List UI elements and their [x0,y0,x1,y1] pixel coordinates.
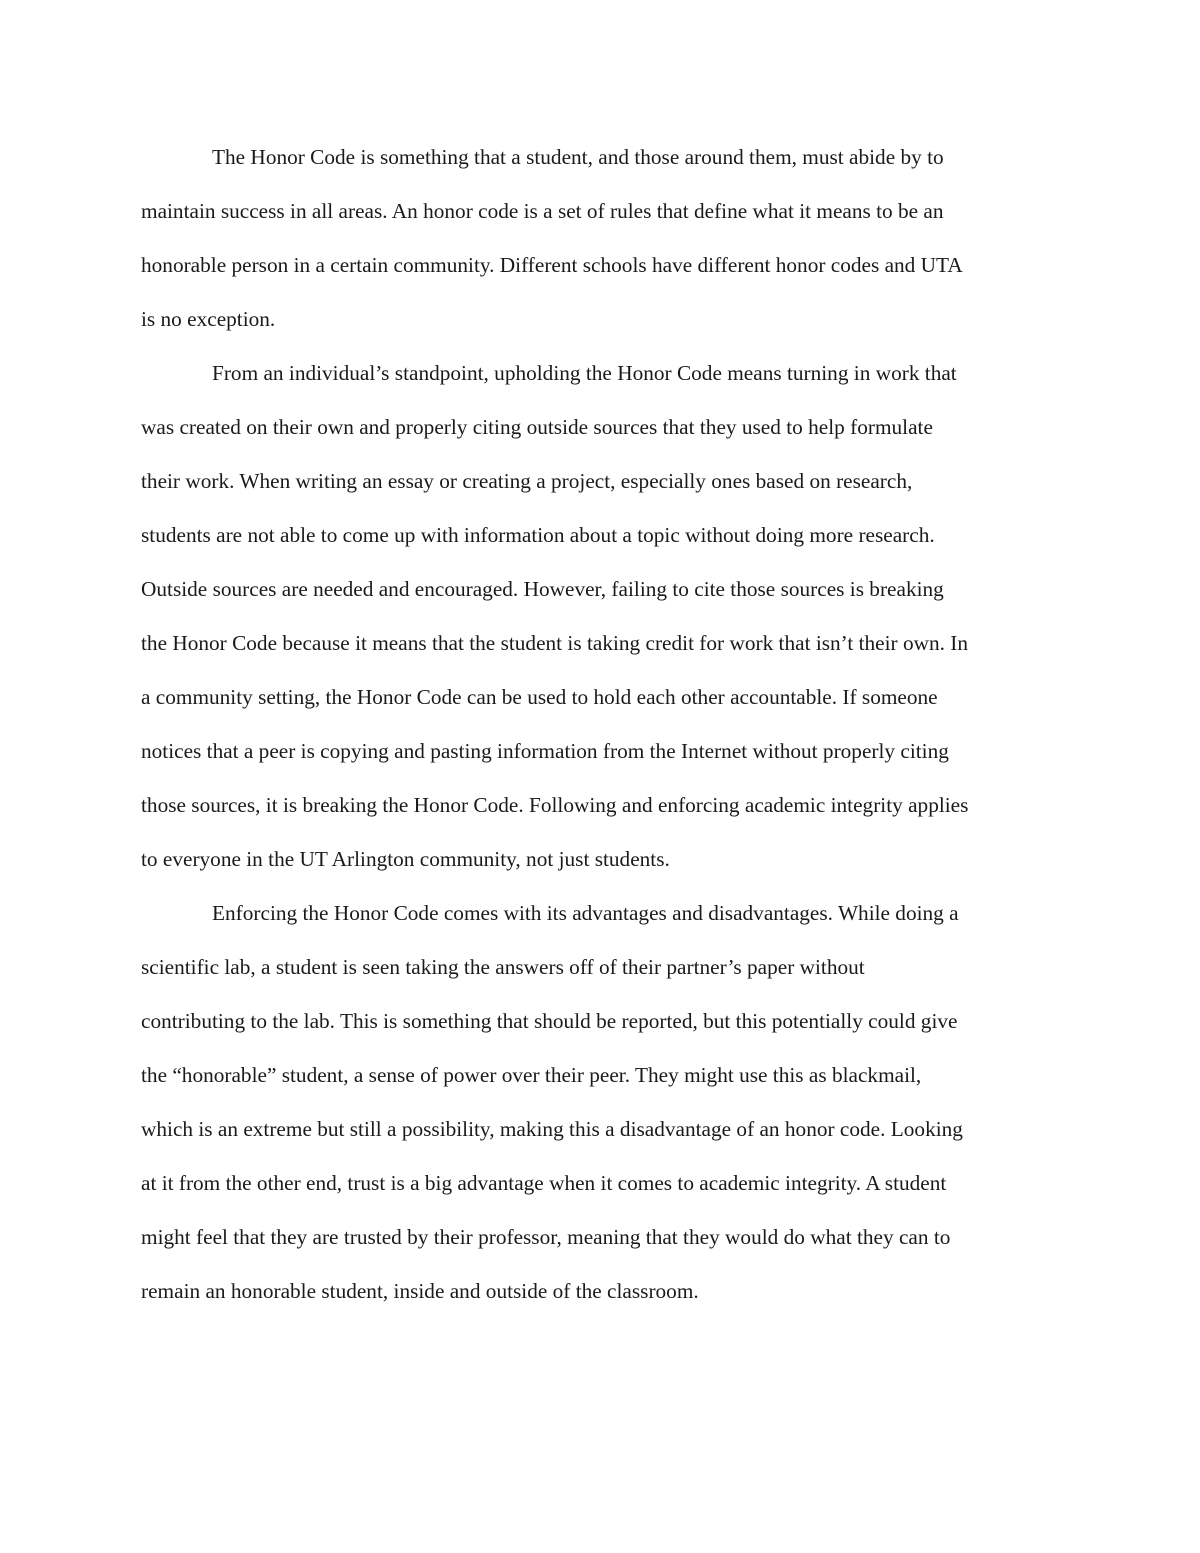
paragraph-3-line-7: might feel that they are trusted by their professor, meaning that they would do what they can to [141,1225,951,1249]
paragraph-2-line-2: was created on their own and properly citing outside sources that they used to help formulate [141,415,933,439]
paragraph-3-line-1: Enforcing the Honor Code comes with its advantages and disadvantages. While doing a [212,901,959,925]
paragraph-3-line-8: remain an honorable student, inside and outside of the classroom. [141,1279,699,1303]
paragraph-2-line-6: the Honor Code because it means that the student is taking credit for work that isn’t their own. In [141,631,969,655]
paragraph-2-line-3: their work. When writing an essay or creating a project, especially ones based on research, [141,469,913,493]
paragraph-3-line-4: the “honorable” student, a sense of power over their peer. They might use this as blackmail, [141,1063,922,1087]
paragraph-3-line-2: scientific lab, a student is seen taking the answers off of their partner’s paper without [141,955,865,979]
paragraph-3-line-6: at it from the other end, trust is a big advantage when it comes to academic integrity. A student [141,1171,947,1195]
paragraph-2-line-4: students are not able to come up with information about a topic without doing more research. [141,523,935,547]
paragraph-1-line-3: honorable person in a certain community. Different schools have different honor codes and UTA [141,253,963,277]
paragraph-2-line-1: From an individual’s standpoint, upholding the Honor Code means turning in work that [212,361,957,385]
paragraph-1-line-2: maintain success in all areas. An honor code is a set of rules that define what it means to be an [141,199,944,223]
paragraph-2-line-5: Outside sources are needed and encouraged. However, failing to cite those sources is breaking [141,577,944,601]
paragraph-3-line-5: which is an extreme but still a possibility, making this a disadvantage of an honor code. Looking [141,1117,963,1141]
paragraph-2-line-8: notices that a peer is copying and pasting information from the Internet without properly citing [141,739,949,763]
paragraph-1-line-1: The Honor Code is something that a student, and those around them, must abide by to [212,145,944,169]
paragraph-3-line-3: contributing to the lab. This is something that should be reported, but this potentially could give [141,1009,958,1033]
paragraph-2-line-9: those sources, it is breaking the Honor Code. Following and enforcing academic integrity applies [141,793,969,817]
paragraph-2-line-10: to everyone in the UT Arlington community, not just students. [141,847,670,871]
paragraph-2-line-7: a community setting, the Honor Code can be used to hold each other accountable. If someone [141,685,938,709]
paragraph-1-line-4: is no exception. [141,307,276,331]
